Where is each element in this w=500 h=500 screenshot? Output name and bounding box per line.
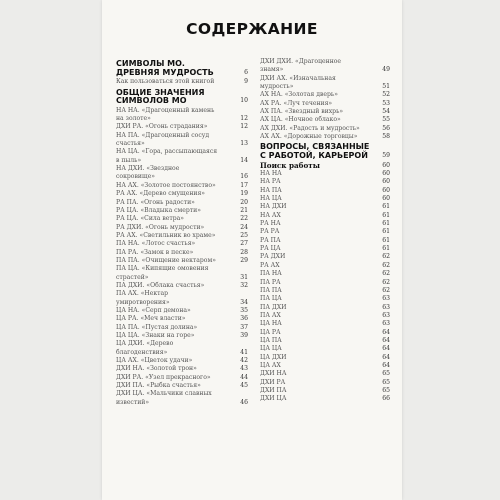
toc-entry-title: ДХИ РА. «Узел прекрасного» xyxy=(116,373,211,381)
toc-page-number: 61 xyxy=(382,236,390,244)
toc-entry xyxy=(260,125,390,133)
toc-entry-title: ДХИ ЦА. «Мальчики славных известий» xyxy=(116,390,212,406)
toc-entry xyxy=(260,228,390,236)
toc-entry xyxy=(260,75,390,92)
toc-entry xyxy=(116,382,248,390)
toc-page-number: 64 xyxy=(382,361,390,369)
toc-page-number: 59 xyxy=(382,152,390,160)
toc-entry-title: РА ЦА. «Сила ветра» xyxy=(116,215,185,223)
toc-entry-title: НА АХ. «Золотое постоянство» xyxy=(116,181,216,189)
toc-page-number: 43 xyxy=(240,365,248,373)
toc-page-number: 25 xyxy=(240,231,248,239)
toc-entry-title: ДХИ РА xyxy=(260,378,286,386)
toc-entry xyxy=(116,78,248,86)
toc-entry xyxy=(116,148,248,165)
toc-page-number: 32 xyxy=(240,281,248,289)
toc-section-heading xyxy=(260,143,390,160)
toc-entry-title: ЦА ПА xyxy=(260,336,282,344)
toc-page-number: 12 xyxy=(240,123,248,131)
toc-entry xyxy=(260,287,390,295)
toc-page-number: 29 xyxy=(240,256,248,264)
toc-entry xyxy=(116,249,248,257)
toc-page-number: 64 xyxy=(382,345,390,353)
toc-entry xyxy=(260,279,390,287)
toc-entry xyxy=(116,365,248,373)
toc-entry-title: ПА РА. «Замок в песке» xyxy=(116,248,194,256)
toc-page-number: 64 xyxy=(382,353,390,361)
toc-page-number: 62 xyxy=(382,270,390,278)
toc-entry-title: ДХИ ДХИ. «Драгоценное знамя» xyxy=(260,58,342,74)
toc-page-number: 45 xyxy=(240,382,248,390)
toc-entry-title: НА ПА. «Драгоценный сосуд счастья» xyxy=(116,131,210,148)
toc-entry-title: ДХИ НА xyxy=(260,370,287,378)
toc-column-left xyxy=(116,58,248,407)
toc-entry-title: ЦА АХ. «Цветок удачи» xyxy=(116,357,193,365)
toc-entry xyxy=(260,195,390,203)
toc-entry-title: ОБЩИЕ ЗНАЧЕНИЯ СИМВОЛОВ МО xyxy=(116,87,205,106)
toc-entry xyxy=(260,91,390,99)
toc-entry-title: РА АХ xyxy=(260,261,280,269)
toc-entry-title: ЦА ЦА. «Знаки на горе» xyxy=(116,332,195,339)
toc-page-number: 62 xyxy=(382,261,390,269)
toc-entry-title: СИМВОЛЫ МО. ДРЕВНЯЯ МУДРОСТЬ xyxy=(116,59,214,77)
toc-page-number: 64 xyxy=(382,328,390,336)
toc-page-number: 34 xyxy=(240,298,248,306)
toc-entry-title: РА ПА xyxy=(260,236,281,244)
toc-page-number: 63 xyxy=(382,311,390,319)
toc-entry-title: ПА ДХИ. «Облака счастья» xyxy=(116,281,205,289)
toc-section-heading xyxy=(116,60,248,77)
toc-entry-title: ЦА ДХИ xyxy=(260,353,287,361)
page-title: СОДЕРЖАНИЕ xyxy=(186,20,318,38)
toc-page-number: 39 xyxy=(240,332,248,339)
toc-entry-title: ПА РА xyxy=(260,278,281,286)
toc-entry xyxy=(260,387,390,395)
toc-entry xyxy=(260,295,390,303)
toc-entry xyxy=(260,245,390,253)
toc-page-number: 54 xyxy=(382,108,390,116)
toc-entry xyxy=(260,116,390,124)
toc-entry-title: ДХИ ПА xyxy=(260,386,287,394)
toc-entry xyxy=(260,133,390,141)
toc-entry-title: ЦА РА xyxy=(260,328,281,336)
toc-page-number: 36 xyxy=(240,315,248,323)
toc-page-number: 12 xyxy=(240,115,248,123)
toc-entry-title: ДХИ НА. «Золотой трон» xyxy=(116,365,197,373)
toc-entry-title: ДХИ ПА. «Рыбка счастья» xyxy=(116,382,201,390)
toc-entry xyxy=(260,329,390,337)
toc-entry-title: НА РА xyxy=(260,178,281,186)
toc-entry-title: ЦА ЦА xyxy=(260,345,282,353)
toc-page-number: 20 xyxy=(240,198,248,206)
toc-entry xyxy=(260,370,390,378)
toc-entry xyxy=(260,262,390,270)
toc-page-number: 14 xyxy=(240,156,248,164)
toc-page-number: 42 xyxy=(240,357,248,365)
toc-page-number: 58 xyxy=(382,133,390,141)
toc-entry-title: ЦА РА. «Меч власти» xyxy=(116,315,186,323)
toc-entry xyxy=(116,123,248,131)
toc-entry xyxy=(260,362,390,370)
toc-entry-title: НА ДХИ xyxy=(260,203,287,211)
toc-entry-title: РА ПА. «Огонь радости» xyxy=(116,198,195,206)
toc-entry xyxy=(116,165,248,182)
toc-entry-title: Поиск работы xyxy=(260,160,320,170)
toc-entry xyxy=(260,270,390,278)
toc-entry-title: РА ЦА. «Владыка смерти» xyxy=(116,206,201,214)
toc-page-number: 35 xyxy=(240,306,248,314)
toc-entry xyxy=(260,220,390,228)
toc-page-number: 64 xyxy=(382,336,390,344)
toc-page-number: 49 xyxy=(382,66,390,74)
toc-page-number: 16 xyxy=(240,173,248,181)
toc-page-number: 27 xyxy=(240,240,248,248)
toc-entry-title: ЦА АХ xyxy=(260,361,281,369)
toc-page-number: 44 xyxy=(240,373,248,381)
toc-entry-title: АХ НА. «Золотая дверь» xyxy=(260,91,338,99)
toc-page-number: 10 xyxy=(240,97,248,105)
toc-entry xyxy=(260,100,390,108)
toc-entry xyxy=(260,237,390,245)
toc-entry-title: НА АХ xyxy=(260,211,281,219)
toc-entry xyxy=(116,307,248,315)
toc-page-number: 24 xyxy=(240,223,248,231)
toc-page-number: 65 xyxy=(382,386,390,394)
toc-entry xyxy=(116,207,248,215)
toc-entry xyxy=(116,357,248,365)
toc-entry-title: ПА ДХИ xyxy=(260,303,287,311)
toc-entry xyxy=(260,395,390,403)
toc-entry-title: ДХИ ЦА xyxy=(260,395,287,403)
toc-entry xyxy=(116,332,248,340)
toc-entry xyxy=(116,107,248,124)
toc-entry xyxy=(260,203,390,211)
toc-entry xyxy=(260,58,390,75)
toc-subsection-heading xyxy=(260,162,390,170)
toc-entry-title: ПА ЦА xyxy=(260,295,282,303)
toc-entry-title: ДХИ РА. «Огонь страдания» xyxy=(116,123,208,131)
toc-entry xyxy=(116,240,248,248)
toc-page-number: 56 xyxy=(382,124,390,132)
toc-entry xyxy=(116,324,248,332)
toc-entry-title: АХ ДХИ. «Радость и мудрость» xyxy=(260,124,360,132)
toc-column-right xyxy=(260,58,390,404)
toc-entry xyxy=(116,199,248,207)
toc-entry xyxy=(260,304,390,312)
toc-page-number: 63 xyxy=(382,320,390,328)
toc-page-number: 66 xyxy=(382,395,390,403)
toc-page-number: 62 xyxy=(382,278,390,286)
toc-entry xyxy=(260,345,390,353)
toc-page-number: 60 xyxy=(382,170,390,178)
toc-page-number: 17 xyxy=(240,181,248,189)
toc-page-number: 51 xyxy=(382,83,390,91)
toc-entry xyxy=(260,379,390,387)
toc-entry xyxy=(116,374,248,382)
toc-entry-title: РА АХ. «Светильник во храме» xyxy=(116,231,216,239)
toc-entry xyxy=(260,108,390,116)
toc-entry xyxy=(116,224,248,232)
toc-entry-title: НА ЦА xyxy=(260,195,282,203)
toc-page-number: 37 xyxy=(240,323,248,331)
toc-entry xyxy=(260,337,390,345)
toc-page-number: 62 xyxy=(382,286,390,294)
toc-entry-title: Как пользоваться этой книгой xyxy=(116,78,215,86)
toc-entry-title: АХ ПА. «Звездный вихрь» xyxy=(260,108,344,116)
toc-entry-title: НА ПА xyxy=(260,186,282,194)
toc-entry xyxy=(116,282,248,290)
toc-page-number: 6 xyxy=(244,68,248,76)
toc-entry xyxy=(260,312,390,320)
toc-entry-title: РА ЦА xyxy=(260,245,281,253)
toc-entry xyxy=(116,257,248,265)
toc-entry-title: ПА НА xyxy=(260,270,282,278)
toc-page-number: 60 xyxy=(382,195,390,203)
toc-page-number: 46 xyxy=(240,398,248,406)
toc-page-number: 61 xyxy=(382,228,390,236)
toc-entry-title: АХ РА. «Луч течения» xyxy=(260,99,333,107)
toc-entry xyxy=(116,132,248,149)
toc-entry-title: РА ДХИ. «Огонь мудрости» xyxy=(116,223,205,231)
toc-page-number: 61 xyxy=(382,245,390,253)
toc-entry xyxy=(116,265,248,282)
toc-entry-title: ПА АХ. «Нектар умиротворения» xyxy=(116,290,170,306)
toc-page-number: 60 xyxy=(382,178,390,186)
toc-page-number: 63 xyxy=(382,303,390,311)
toc-entry-title: РА НА xyxy=(260,220,281,228)
toc-page-number: 61 xyxy=(382,211,390,219)
toc-entry xyxy=(260,354,390,362)
toc-page-number: 21 xyxy=(240,206,248,214)
toc-entry-title: ПА ЦА. «Кипящие омовения страстей» xyxy=(116,265,209,281)
toc-entry xyxy=(260,212,390,220)
toc-entry xyxy=(116,290,248,307)
toc-page-number: 62 xyxy=(382,253,390,261)
toc-page-number: 65 xyxy=(382,370,390,378)
toc-page-number: 19 xyxy=(240,190,248,198)
toc-page-number: 60 xyxy=(382,161,390,169)
toc-entry-title: ПА ПА xyxy=(260,286,282,294)
toc-page-number: 28 xyxy=(240,248,248,256)
toc-entry xyxy=(116,215,248,223)
toc-entry-title: ПА АХ xyxy=(260,311,281,319)
toc-entry xyxy=(116,340,248,357)
book-page xyxy=(102,0,402,500)
toc-entry-title: ЦА ДХИ. «Дерево благоденствия» xyxy=(116,340,174,356)
toc-entry xyxy=(260,320,390,328)
toc-page-number: 41 xyxy=(240,348,248,356)
toc-entry-title: НА НА xyxy=(260,170,282,178)
toc-entry xyxy=(116,190,248,198)
toc-entry-title: ВОПРОСЫ, СВЯЗАННЫЕ С РАБОТОЙ, КАРЬЕРОЙ xyxy=(260,142,370,161)
toc-entry xyxy=(260,253,390,261)
toc-page-number: 53 xyxy=(382,99,390,107)
toc-entry xyxy=(260,178,390,186)
toc-page-number: 63 xyxy=(382,295,390,303)
toc-page-number: 55 xyxy=(382,116,390,124)
toc-entry-title: ПА НА. «Лотос счастья» xyxy=(116,240,196,248)
toc-entry-title: ЦА НА xyxy=(260,320,282,328)
toc-entry xyxy=(116,390,248,407)
toc-entry-title: НА НА. «Драгоценный камень на золоте» xyxy=(116,106,215,123)
toc-entry-title: РА АХ. «Дерево смущения» xyxy=(116,190,206,198)
toc-section-heading xyxy=(116,89,248,106)
toc-page-number: 31 xyxy=(240,273,248,281)
toc-entry-title: НА ДХИ. «Звездное сокровище» xyxy=(116,165,180,181)
toc-entry-title: НА ЦА. «Гора, рассыпающаяся в пыль» xyxy=(116,148,218,164)
toc-entry xyxy=(116,315,248,323)
toc-entry xyxy=(260,170,390,178)
toc-entry-title: ЦА НА. «Серп демона» xyxy=(116,306,191,314)
toc-page-number: 60 xyxy=(382,186,390,194)
toc-page-number: 9 xyxy=(244,78,248,86)
toc-entry-title: АХ ЦА. «Ночное облако» xyxy=(260,116,341,124)
toc-page-number: 65 xyxy=(382,378,390,386)
toc-entry-title: ПА ПА. «Очищение нектаром» xyxy=(116,256,216,264)
toc-entry-title: ЦА ПА. «Пустая долина» xyxy=(116,323,198,331)
toc-entry xyxy=(260,187,390,195)
toc-page-number: 61 xyxy=(382,220,390,228)
toc-entry-title: ДХИ АХ. «Изначальная мудрость» xyxy=(260,74,336,91)
toc-page-number: 22 xyxy=(240,215,248,223)
toc-page-number: 52 xyxy=(382,91,390,99)
toc-entry-title: РА ДХИ xyxy=(260,253,286,261)
toc-entry xyxy=(116,182,248,190)
toc-entry-title: РА РА xyxy=(260,228,280,236)
toc-page-number: 13 xyxy=(240,140,248,148)
toc-entry xyxy=(116,232,248,240)
toc-entry-title: АХ АХ. «Дорожные торговцы» xyxy=(260,133,358,141)
toc-page-number: 61 xyxy=(382,203,390,211)
